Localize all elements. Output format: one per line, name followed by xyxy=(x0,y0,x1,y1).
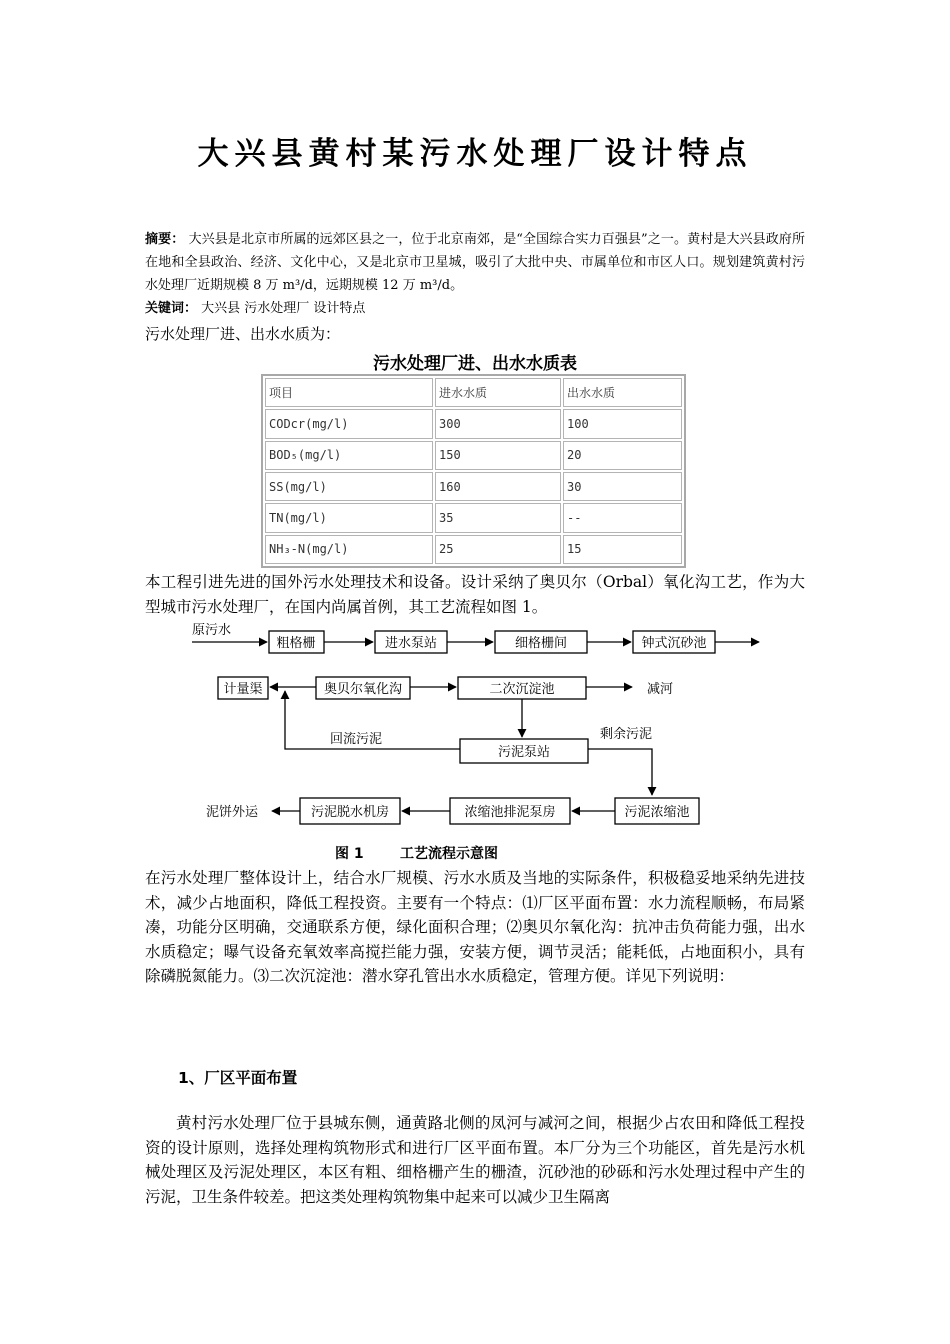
table-cell: NH₃-N(mg/l) xyxy=(265,535,433,564)
table-row xyxy=(265,535,682,564)
design-paragraph: 在污水处理厂整体设计上，结合水厂规模、污水水质及当地的实际条件，积极稳妥地采纳先进技术，减少占地面积，降低工程投资。主要有一个特点：⑴厂区平面布置：水力流程顺畅，布局紧凑，功能分区明确，交通联系方便，绿化面积合理；⑵奥贝尔氧化沟：抗冲击负荷能力强，出水水质稳定；曝气设备充氧效率高搅拦能力强，安装方便，调节灵活；能耗低，占地面积小，具有除磷脱氮能力。⑶二次沉淀池：潜水穿孔管出水水质稳定，管理方便。详见下列说明： xyxy=(145,869,805,985)
table-header-cell: 出水水质 xyxy=(563,378,682,407)
flow-label-clarifier: 二次沉淀池 xyxy=(489,682,555,697)
document-title: 大兴县黄村某污水处理厂设计特点 xyxy=(197,136,753,172)
flow-label-thickener: 污泥浓缩池 xyxy=(624,805,690,820)
figure-title: 工艺流程示意图 xyxy=(400,846,498,862)
table-row xyxy=(265,441,682,470)
table-row xyxy=(265,409,682,438)
process-flow-diagram xyxy=(190,618,770,870)
table-row xyxy=(265,472,682,501)
section-heading: 1、厂区平面布置 xyxy=(178,1069,298,1087)
abstract-label: 摘要： xyxy=(145,232,185,247)
table-header-cell: 项目 xyxy=(265,378,433,407)
table-cell: 300 xyxy=(435,409,561,438)
table-row xyxy=(265,503,682,532)
flow-label-dewater: 污泥脱水机房 xyxy=(310,805,390,820)
table-cell: 100 xyxy=(563,409,682,438)
abstract-text: 大兴县是北京市所属的远郊区县之一，位于北京南郊，是“全国综合实力百强县”之一。黄村是大兴县政府所在地和全县政治、经济、文化中心，又是北京市卫星城，吸引了大批中央、市属单位和市区人口。规划建筑黄村污水处理厂近期规模 8 万 m³/d，远期规模 12 万 m³/d。 xyxy=(145,232,805,293)
flow-arrow-excess-sludge xyxy=(588,749,652,795)
flow-label-thick-pump: 浓缩池排泥泵房 xyxy=(464,805,556,820)
table-cell: CODcr(mg/l) xyxy=(265,409,433,438)
table-cell: 150 xyxy=(435,441,561,470)
flow-label-fine: 细格栅间 xyxy=(514,636,568,651)
flow-label-cake: 泥饼外运 xyxy=(206,805,259,820)
keywords xyxy=(145,297,365,320)
water-quality-table xyxy=(261,374,686,568)
table-title: 污水处理厂进、出水水质表 xyxy=(373,354,577,374)
layout-paragraph: 黄村污水处理厂位于县城东侧，通黄路北侧的凤河与减河之间，根据少占农田和降低工程投资的设计原则，选择处理构筑物形式和进行厂区平面布置。本厂分为三个功能区，首先是污水机械处理区及污泥处理区，本区有粗、细格栅产生的栅渣，沉砂池的砂砾和污水处理过程中产生的污泥，卫生条件较差。把这类处理构筑物集中起来可以减少卫生隔离 xyxy=(145,1114,805,1206)
process-paragraph: 本工程引进先进的国外污水处理技术和设备。设计采纳了奥贝尔（Orbal）氧化沟工艺，作为大型城市污水处理厂，在国内尚属首例，其工艺流程如图 1。 xyxy=(145,573,805,616)
flow-label-meter: 计量渠 xyxy=(223,682,263,697)
table-cell: 35 xyxy=(435,503,561,532)
table-header-cell: 进水水质 xyxy=(435,378,561,407)
table-cell: TN(mg/l) xyxy=(265,503,433,532)
keywords-label: 关键词： xyxy=(145,301,198,316)
intro-text: 污水处理厂进、出水水质为： xyxy=(145,325,341,343)
flow-label-return: 回流污泥 xyxy=(330,732,383,747)
figure-number: 图 1 xyxy=(335,846,364,862)
flow-label-river: 减河 xyxy=(647,682,674,697)
table-cell: -- xyxy=(563,503,682,532)
table-cell: 15 xyxy=(563,535,682,564)
flow-label-pump-in: 进水泵站 xyxy=(384,636,438,651)
table-cell: 25 xyxy=(435,535,561,564)
flow-label-sludge-pump: 污泥泵站 xyxy=(497,745,551,760)
table-cell: 30 xyxy=(563,472,682,501)
table-cell: SS(mg/l) xyxy=(265,472,433,501)
keywords-text: 大兴县 污水处理厂 设计特点 xyxy=(201,301,366,316)
table-cell: 20 xyxy=(563,441,682,470)
table-cell: BOD₅(mg/l) xyxy=(265,441,433,470)
table-header-row xyxy=(265,378,682,407)
flow-label-grit: 钟式沉砂池 xyxy=(641,636,707,651)
table-cell: 160 xyxy=(435,472,561,501)
flow-label-orbal: 奥贝尔氧化沟 xyxy=(323,682,403,697)
flow-label-coarse: 粗格栅 xyxy=(276,636,316,651)
flow-label-raw: 原污水 xyxy=(192,623,232,638)
flow-label-excess: 剩余污泥 xyxy=(600,727,653,742)
abstract xyxy=(145,228,805,297)
